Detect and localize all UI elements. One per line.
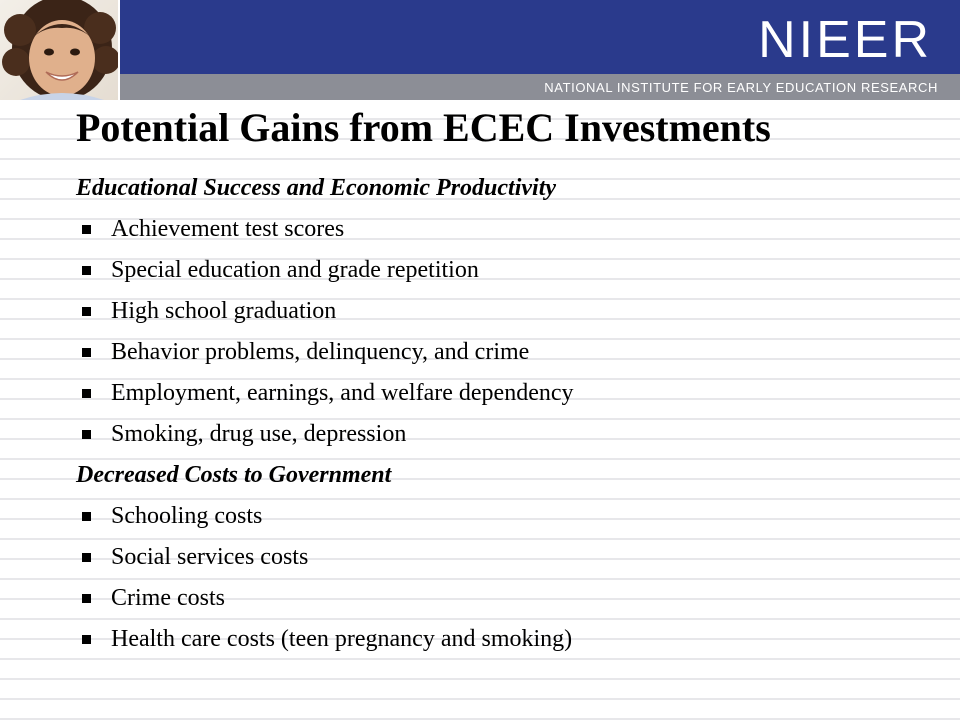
bullet-text: Crime costs bbox=[111, 585, 225, 611]
nieer-logo: NIEER bbox=[758, 11, 932, 69]
header-banner bbox=[120, 0, 960, 74]
organization-name: NATIONAL INSTITUTE FOR EARLY EDUCATION RESEARCH bbox=[544, 80, 938, 95]
bullet-item bbox=[76, 250, 936, 291]
bullet-text: Achievement test scores bbox=[111, 216, 345, 242]
bullet-square-icon bbox=[82, 635, 91, 644]
bullet-square-icon bbox=[82, 594, 91, 603]
bullet-item bbox=[76, 373, 936, 414]
bullet-text: High school graduation bbox=[111, 298, 337, 324]
header-subbar bbox=[120, 74, 960, 100]
bullet-item bbox=[76, 619, 936, 660]
bullet-item bbox=[76, 496, 936, 537]
bullet-text: Schooling costs bbox=[111, 503, 263, 529]
bullet-text: Behavior problems, delinquency, and crime bbox=[111, 339, 530, 365]
bullet-square-icon bbox=[82, 430, 91, 439]
bullet-item bbox=[76, 209, 936, 250]
child-photo bbox=[0, 0, 118, 100]
bullet-item bbox=[76, 414, 936, 455]
bullet-text: Health care costs (teen pregnancy and smoking) bbox=[111, 626, 573, 652]
bullet-text: Special education and grade repetition bbox=[111, 257, 479, 283]
bullet-square-icon bbox=[82, 389, 91, 398]
bullet-square-icon bbox=[82, 225, 91, 234]
section-heading-costs: Decreased Costs to Government bbox=[76, 462, 392, 488]
bullet-item bbox=[76, 291, 936, 332]
bullet-square-icon bbox=[82, 266, 91, 275]
child-photo-illustration bbox=[0, 0, 118, 100]
bullet-text: Social services costs bbox=[111, 544, 309, 570]
bullet-item bbox=[76, 332, 936, 373]
section-heading-educational: Educational Success and Economic Productivity bbox=[76, 175, 557, 201]
bullet-square-icon bbox=[82, 348, 91, 357]
bullet-text: Employment, earnings, and welfare dependency bbox=[111, 380, 574, 406]
bullet-square-icon bbox=[82, 553, 91, 562]
bullet-item bbox=[76, 578, 936, 619]
bullet-square-icon bbox=[82, 512, 91, 521]
slide-title: Potential Gains from ECEC Investments bbox=[76, 105, 771, 150]
header bbox=[0, 0, 960, 100]
slide-content bbox=[76, 168, 936, 660]
bullet-text: Smoking, drug use, depression bbox=[111, 421, 407, 447]
bullet-item bbox=[76, 537, 936, 578]
bullet-square-icon bbox=[82, 307, 91, 316]
